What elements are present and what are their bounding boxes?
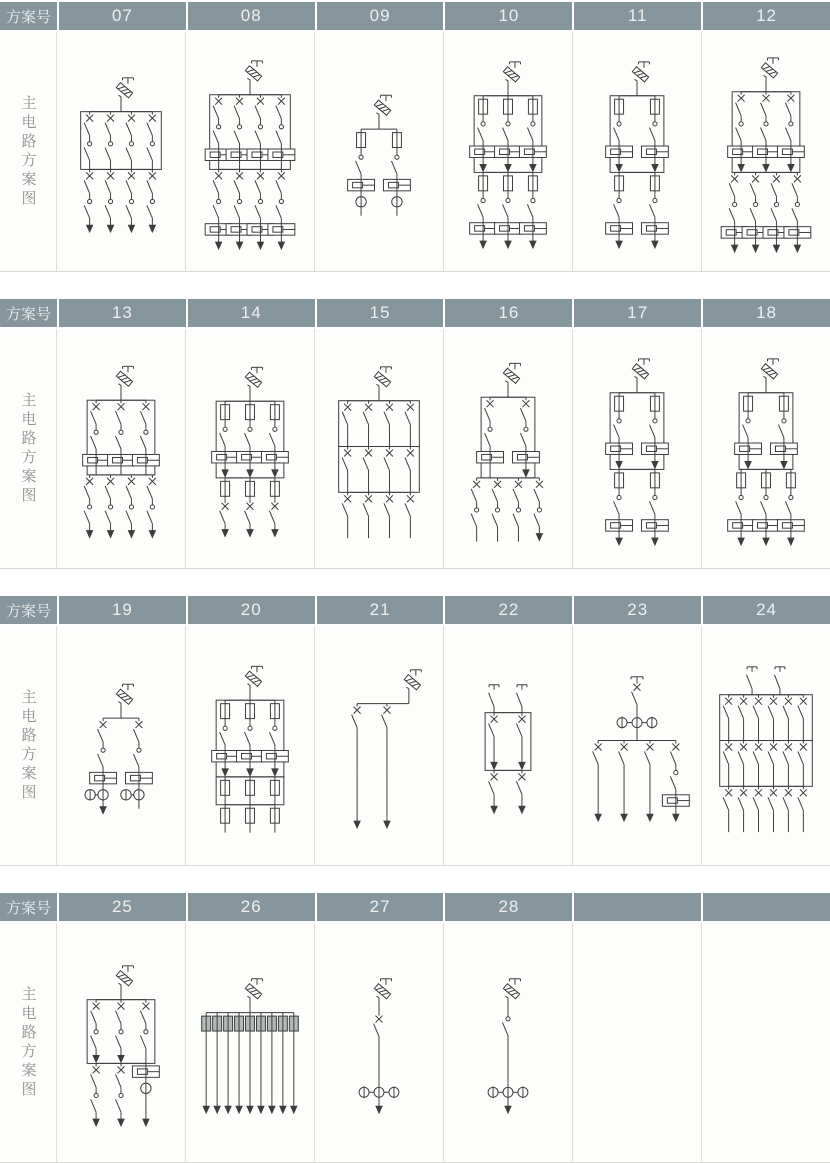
scheme-number-header: 09 — [317, 2, 444, 30]
scheme-diagram-cell — [702, 329, 830, 568]
row-header-label: 方案号 — [0, 299, 57, 327]
scheme-number-header: 13 — [59, 299, 186, 327]
circuit-diagram-20 — [186, 626, 314, 865]
scheme-diagram-cell — [57, 32, 186, 271]
main-circuit-label: 主电路方案图 — [19, 94, 37, 209]
scheme-number-header: 21 — [317, 596, 444, 624]
circuit-diagram-25 — [57, 923, 185, 1162]
scheme-row-header — [0, 893, 830, 921]
scheme-number-header: 12 — [703, 2, 830, 30]
scheme-number-header — [574, 893, 701, 921]
scheme-diagram-cell — [186, 32, 315, 271]
circuit-diagram-12 — [702, 32, 830, 271]
circuit-diagram-28 — [444, 923, 572, 1162]
row-body-label-cell — [0, 32, 57, 271]
circuit-diagram-16 — [444, 329, 572, 568]
scheme-number-header: 19 — [59, 596, 186, 624]
scheme-number-header: 14 — [188, 299, 315, 327]
circuit-diagram-10 — [444, 32, 572, 271]
scheme-number-header: 22 — [445, 596, 572, 624]
scheme-number-header: 20 — [188, 596, 315, 624]
scheme-diagram-cell — [57, 923, 186, 1162]
scheme-diagram-cell — [702, 923, 830, 1162]
circuit-diagram-07 — [57, 32, 185, 271]
scheme-diagram-cell — [444, 923, 573, 1162]
row-header-label: 方案号 — [0, 2, 57, 30]
scheme-diagram-cell — [315, 32, 444, 271]
row-body-label-cell — [0, 626, 57, 865]
main-circuit-label: 主电路方案图 — [19, 985, 37, 1100]
circuit-diagram-18 — [702, 329, 830, 568]
circuit-diagram-23 — [573, 626, 701, 865]
scheme-diagram-cell — [702, 626, 830, 865]
scheme-diagram-cell — [315, 329, 444, 568]
scheme-diagram-cell — [315, 626, 444, 865]
circuit-diagram-15 — [315, 329, 443, 568]
scheme-diagram-cell — [186, 329, 315, 568]
scheme-diagram-cell — [573, 329, 702, 568]
scheme-number-header: 23 — [574, 596, 701, 624]
scheme-number-header: 28 — [445, 893, 572, 921]
scheme-row-header — [0, 2, 830, 30]
row-header-label: 方案号 — [0, 596, 57, 624]
circuit-diagram-08 — [186, 32, 314, 271]
scheme-table-row — [0, 893, 830, 1163]
scheme-table-row — [0, 596, 830, 866]
scheme-diagram-cell — [573, 923, 702, 1162]
circuit-diagram-27 — [315, 923, 443, 1162]
scheme-diagram-cell — [573, 32, 702, 271]
scheme-table-row — [0, 299, 830, 569]
scheme-number-header: 25 — [59, 893, 186, 921]
scheme-number-header: 18 — [703, 299, 830, 327]
circuit-diagram-11 — [573, 32, 701, 271]
scheme-diagram-cell — [57, 329, 186, 568]
circuit-diagram-19 — [57, 626, 185, 865]
scheme-number-header: 07 — [59, 2, 186, 30]
circuit-diagram-24 — [702, 626, 830, 865]
scheme-diagram-cell — [315, 923, 444, 1162]
circuit-diagram-22 — [444, 626, 572, 865]
circuit-diagram-21 — [315, 626, 443, 865]
scheme-number-header: 15 — [317, 299, 444, 327]
scheme-row-header — [0, 299, 830, 327]
circuit-diagram-17 — [573, 329, 701, 568]
scheme-diagram-cell — [57, 626, 186, 865]
scheme-row-body — [0, 32, 830, 272]
row-body-label-cell — [0, 329, 57, 568]
scheme-diagram-cell — [573, 626, 702, 865]
circuit-diagram-09 — [315, 32, 443, 271]
scheme-diagram-cell — [186, 626, 315, 865]
scheme-number-header: 16 — [445, 299, 572, 327]
main-circuit-label: 主电路方案图 — [19, 391, 37, 506]
scheme-row-body — [0, 923, 830, 1163]
scheme-diagram-cell — [444, 626, 573, 865]
scheme-diagram-cell — [186, 923, 315, 1162]
scheme-number-header — [703, 893, 830, 921]
main-circuit-label: 主电路方案图 — [19, 688, 37, 803]
scheme-number-header: 08 — [188, 2, 315, 30]
scheme-number-header: 10 — [445, 2, 572, 30]
scheme-row-body — [0, 626, 830, 866]
scheme-diagram-cell — [444, 32, 573, 271]
circuit-diagram-14 — [186, 329, 314, 568]
scheme-row-body — [0, 329, 830, 569]
scheme-table-row — [0, 2, 830, 272]
scheme-table — [0, 2, 830, 1163]
scheme-row-header — [0, 596, 830, 624]
scheme-number-header: 11 — [574, 2, 701, 30]
scheme-number-header: 17 — [574, 299, 701, 327]
circuit-diagram-13 — [57, 329, 185, 568]
scheme-number-header: 27 — [317, 893, 444, 921]
row-body-label-cell — [0, 923, 57, 1162]
scheme-number-header: 26 — [188, 893, 315, 921]
circuit-diagram-26 — [186, 923, 314, 1162]
scheme-diagram-cell — [444, 329, 573, 568]
row-header-label: 方案号 — [0, 893, 57, 921]
scheme-number-header: 24 — [703, 596, 830, 624]
scheme-diagram-cell — [702, 32, 830, 271]
